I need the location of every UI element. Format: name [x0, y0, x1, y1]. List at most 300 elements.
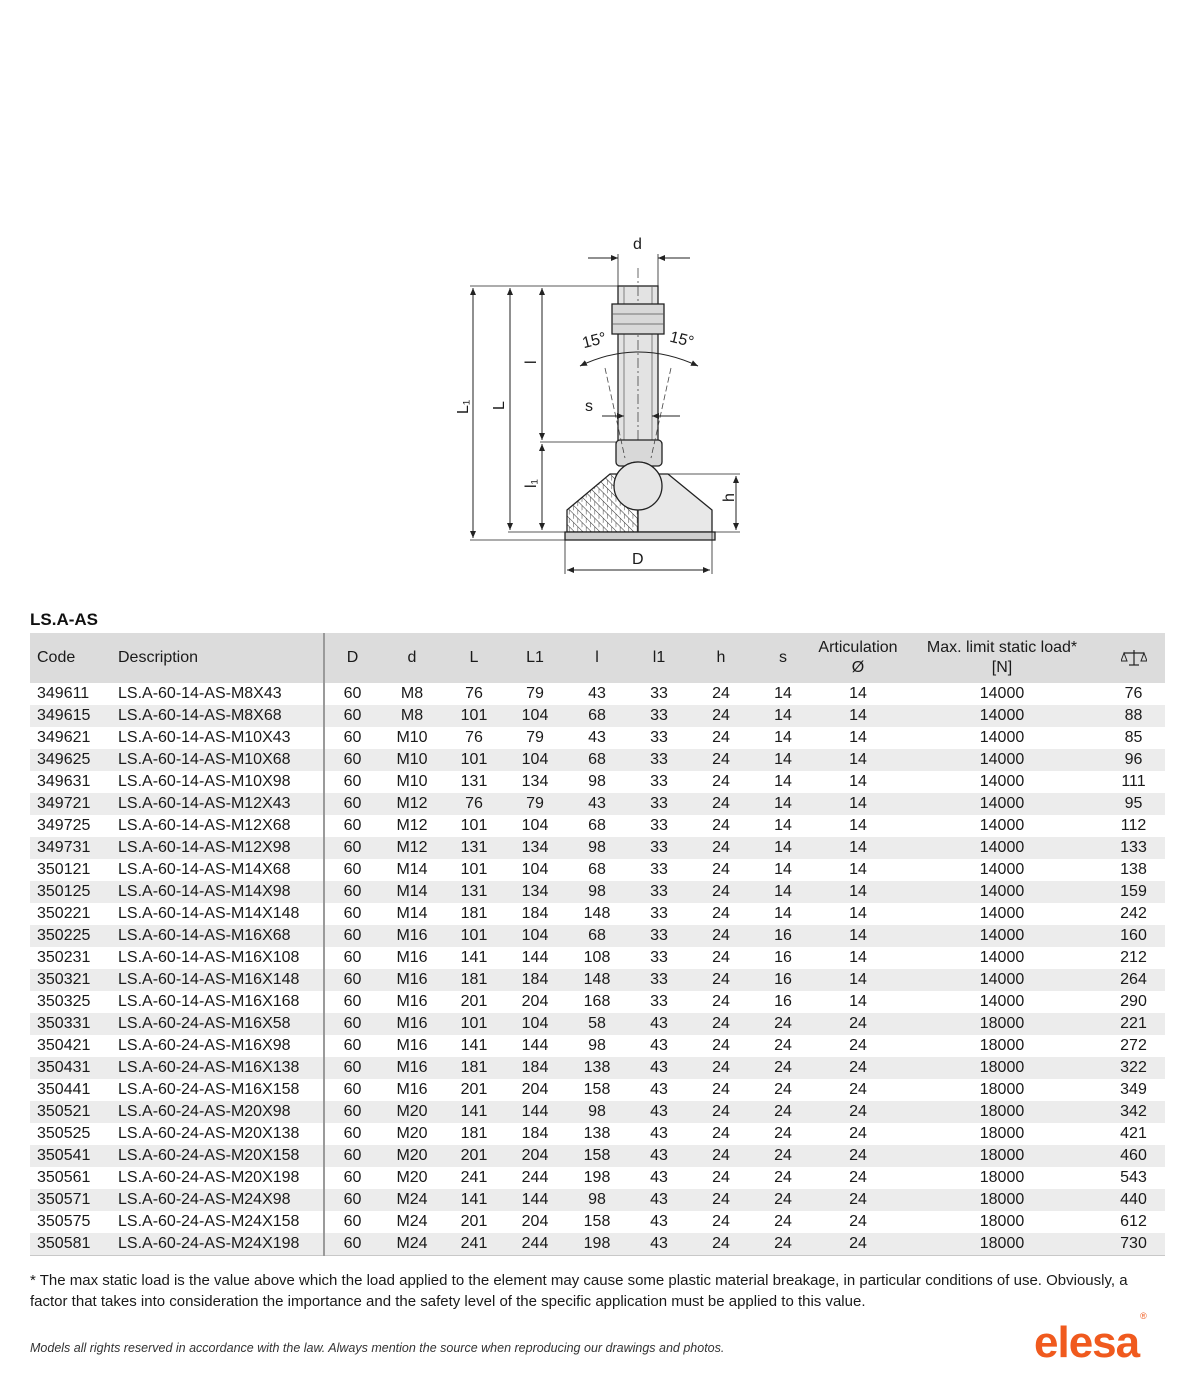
- cell-description: LS.A-60-14-AS-M12X68: [111, 815, 324, 837]
- cell-code: 349721: [30, 793, 111, 815]
- cell-h: 24: [712, 685, 730, 702]
- cell-max-load: 14000: [979, 949, 1025, 966]
- cell-weight: 322: [1102, 1057, 1165, 1079]
- table-row: [30, 991, 1165, 1013]
- cell-articulation: 24: [849, 1213, 867, 1230]
- cell-articulation: 14: [814, 837, 902, 859]
- col-articulation-line1: Articulation: [818, 639, 898, 656]
- cell-h: 24: [690, 1013, 752, 1035]
- cell-s: 14: [774, 773, 792, 790]
- cell-articulation: 14: [814, 749, 902, 771]
- cell-l: 98: [566, 1189, 628, 1211]
- cell-l1: 33: [628, 837, 690, 859]
- cell-max-load: 14000: [979, 993, 1025, 1010]
- table-row: [30, 749, 1165, 771]
- cell-code: 350321: [30, 969, 111, 991]
- cell-code: 350331: [30, 1013, 111, 1035]
- scale-icon: [1121, 649, 1147, 667]
- cell-L: 201: [460, 993, 488, 1010]
- cell-weight: 543: [1120, 1169, 1147, 1186]
- cell-s: 24: [774, 1037, 792, 1054]
- cell-L: 181: [460, 1125, 488, 1142]
- cell-h: 24: [712, 773, 730, 790]
- cell-description: LS.A-60-24-AS-M20X158: [111, 1145, 324, 1167]
- cell-D: 60: [343, 993, 362, 1010]
- cell-s: 14: [774, 685, 792, 702]
- top-nut: [612, 304, 664, 334]
- cell-max-load: 18000: [902, 1013, 1102, 1035]
- cell-L: 101: [460, 817, 488, 834]
- cell-D: 60: [324, 969, 380, 991]
- cell-max-load: 18000: [979, 1037, 1025, 1054]
- cell-weight: 76: [1124, 685, 1143, 702]
- cell-articulation: 24: [849, 1037, 867, 1054]
- cell-h: 24: [690, 1057, 752, 1079]
- logo-registered-mark: ®: [1140, 1311, 1146, 1322]
- cell-L1: 184: [504, 969, 566, 991]
- cell-weight: 221: [1102, 1013, 1165, 1035]
- cell-weight: 111: [1121, 773, 1146, 790]
- cell-D: 60: [343, 861, 362, 878]
- cell-weight: 95: [1102, 793, 1165, 815]
- dim-d-label: d: [633, 236, 642, 253]
- cell-L1: 244: [521, 1169, 549, 1186]
- cell-d: M20: [396, 1125, 428, 1142]
- cell-L: 76: [465, 685, 483, 702]
- cell-description: LS.A-60-14-AS-M8X68: [111, 705, 324, 727]
- cell-h: 24: [712, 1213, 730, 1230]
- cell-d: M24: [380, 1189, 444, 1211]
- cell-h: 24: [712, 1081, 730, 1098]
- cell-D: 60: [343, 773, 362, 790]
- cell-l: 148: [566, 969, 628, 991]
- cell-articulation: 14: [849, 817, 867, 834]
- cell-s: 24: [752, 1145, 814, 1167]
- cell-description: LS.A-60-24-AS-M20X198: [111, 1167, 324, 1189]
- cell-description: LS.A-60-14-AS-M10X68: [111, 749, 324, 771]
- dim-L-label: L: [491, 401, 508, 410]
- cell-l1: 33: [650, 949, 668, 966]
- cell-articulation: 14: [814, 793, 902, 815]
- cell-articulation: 14: [849, 729, 867, 746]
- col-max-load: [902, 633, 1102, 683]
- table-body: [30, 683, 1165, 1256]
- cell-max-load: 18000: [902, 1233, 1102, 1256]
- cell-d: M12: [380, 793, 444, 815]
- cell-l1: 43: [650, 1037, 668, 1054]
- cell-weight: 440: [1102, 1189, 1165, 1211]
- cell-h: 24: [712, 861, 730, 878]
- cell-l: 98: [566, 881, 628, 903]
- cell-l1: 33: [650, 685, 668, 702]
- cell-h: 24: [712, 817, 730, 834]
- table-row: [30, 1145, 1165, 1167]
- cell-s: 14: [774, 817, 792, 834]
- table-row: [30, 705, 1165, 727]
- cell-d: M14: [380, 881, 444, 903]
- cell-L1: 204: [521, 1213, 549, 1230]
- cell-h: 24: [712, 993, 730, 1010]
- cell-weight: 342: [1102, 1101, 1165, 1123]
- cell-D: 60: [324, 1145, 380, 1167]
- cell-code: 349625: [30, 749, 111, 771]
- cell-L: 201: [444, 1145, 504, 1167]
- cell-l1: 43: [650, 1081, 668, 1098]
- cell-code: 350225: [30, 925, 111, 947]
- cell-L: 141: [444, 1101, 504, 1123]
- cell-code: 349731: [30, 837, 111, 859]
- cell-D: 60: [324, 793, 380, 815]
- cell-d: M16: [396, 1081, 428, 1098]
- cell-weight: 138: [1120, 861, 1147, 878]
- cell-l: 158: [583, 1081, 611, 1098]
- cell-L1: 79: [526, 685, 544, 702]
- cell-l: 108: [583, 949, 611, 966]
- cell-d: M14: [396, 905, 428, 922]
- cell-l: 68: [566, 705, 628, 727]
- cell-s: 24: [752, 1101, 814, 1123]
- cell-max-load: 14000: [902, 749, 1102, 771]
- cell-max-load: 18000: [979, 1213, 1025, 1230]
- table-row: [30, 1101, 1165, 1123]
- cell-L1: 244: [504, 1233, 566, 1256]
- cell-s: 14: [752, 793, 814, 815]
- cell-s: 24: [752, 1057, 814, 1079]
- cell-code: 350441: [37, 1081, 91, 1098]
- cell-s: 14: [774, 905, 792, 922]
- cell-code: 350421: [37, 1037, 91, 1054]
- cell-s: 14: [774, 861, 792, 878]
- cell-max-load: 14000: [902, 837, 1102, 859]
- cell-weight: 112: [1120, 817, 1147, 834]
- cell-s: 14: [774, 729, 792, 746]
- cell-D: 60: [324, 837, 380, 859]
- cell-h: 24: [712, 1125, 730, 1142]
- cell-d: M10: [380, 749, 444, 771]
- cell-D: 60: [324, 1057, 380, 1079]
- cell-articulation: 14: [849, 993, 867, 1010]
- cell-l1: 33: [650, 773, 668, 790]
- col-l1: l1: [628, 633, 690, 683]
- cell-description: LS.A-60-24-AS-M20X138: [111, 1123, 324, 1145]
- cell-weight: 96: [1102, 749, 1165, 771]
- cell-articulation: 14: [814, 925, 902, 947]
- cell-L: 131: [444, 881, 504, 903]
- cell-L1: 79: [504, 793, 566, 815]
- cell-l: 198: [566, 1233, 628, 1256]
- cell-h: 24: [712, 949, 730, 966]
- cell-L: 201: [460, 1213, 488, 1230]
- cell-max-load: 14000: [902, 793, 1102, 815]
- cell-code: 350575: [37, 1213, 91, 1230]
- cell-l1: 43: [650, 1169, 668, 1186]
- cell-L: 101: [444, 705, 504, 727]
- cell-L1: 204: [521, 993, 549, 1010]
- cell-description: LS.A-60-24-AS-M16X58: [111, 1013, 324, 1035]
- cell-L1: 144: [521, 1037, 549, 1054]
- cell-l: 68: [566, 925, 628, 947]
- cell-D: 60: [324, 705, 380, 727]
- cell-L1: 204: [521, 1081, 549, 1098]
- cell-D: 60: [343, 1037, 362, 1054]
- cell-weight: 264: [1102, 969, 1165, 991]
- cell-description: LS.A-60-24-AS-M16X138: [111, 1057, 324, 1079]
- elesa-logo: [1034, 1311, 1146, 1368]
- table-row: [30, 683, 1165, 705]
- table-row: [30, 1123, 1165, 1145]
- product-title: LS.A-AS: [30, 610, 98, 629]
- technical-drawing: [440, 228, 760, 580]
- cell-l: 43: [566, 793, 628, 815]
- table-row: [30, 815, 1165, 837]
- cell-s: 16: [752, 925, 814, 947]
- cell-L1: 204: [504, 1145, 566, 1167]
- cell-l: 138: [566, 1057, 628, 1079]
- cell-l1: 33: [650, 861, 668, 878]
- table-row: [30, 771, 1165, 793]
- cell-code: 350581: [30, 1233, 111, 1256]
- spec-table: [30, 633, 1165, 1256]
- col-articulation: [814, 633, 902, 683]
- cell-h: 24: [690, 1189, 752, 1211]
- table-row: [30, 969, 1165, 991]
- cell-L1: 104: [504, 925, 566, 947]
- cell-articulation: 14: [814, 969, 902, 991]
- cell-L1: 134: [504, 837, 566, 859]
- cell-code: 350121: [37, 861, 91, 878]
- table-row: [30, 1035, 1165, 1057]
- cell-L1: 184: [521, 905, 549, 922]
- cell-l1: 33: [628, 881, 690, 903]
- cell-code: 350231: [37, 949, 91, 966]
- table-row: [30, 881, 1165, 903]
- dim-L1-label: L₁: [455, 399, 472, 414]
- cell-max-load: 14000: [902, 705, 1102, 727]
- cell-d: M20: [396, 1169, 428, 1186]
- logo-text: elesa: [1034, 1318, 1140, 1367]
- cell-code: 349725: [37, 817, 91, 834]
- cell-L1: 134: [504, 881, 566, 903]
- cell-code: 350431: [30, 1057, 111, 1079]
- cell-L: 141: [444, 1189, 504, 1211]
- cell-L1: 104: [504, 705, 566, 727]
- cell-L: 241: [460, 1169, 488, 1186]
- cell-d: M14: [396, 861, 428, 878]
- cell-max-load: 18000: [902, 1101, 1102, 1123]
- cell-d: M16: [396, 1037, 428, 1054]
- dim-D-label: D: [632, 551, 644, 568]
- cell-l: 198: [583, 1169, 611, 1186]
- cell-l: 58: [566, 1013, 628, 1035]
- cell-max-load: 14000: [979, 773, 1025, 790]
- col-s: s: [752, 633, 814, 683]
- cell-l1: 33: [628, 925, 690, 947]
- cell-l1: 33: [628, 749, 690, 771]
- cell-code: 349611: [37, 685, 90, 702]
- cell-l: 168: [583, 993, 611, 1010]
- dim-s-label: s: [585, 398, 593, 415]
- cell-L: 101: [444, 1013, 504, 1035]
- cell-d: M8: [380, 705, 444, 727]
- cell-l: 68: [588, 861, 606, 878]
- cell-s: 24: [774, 1081, 792, 1098]
- table-row: [30, 925, 1165, 947]
- cell-l: 43: [588, 729, 606, 746]
- cell-weight: 159: [1102, 881, 1165, 903]
- cell-D: 60: [343, 817, 362, 834]
- cell-articulation: 24: [814, 1013, 902, 1035]
- cell-L: 131: [460, 773, 488, 790]
- cell-d: M16: [380, 1013, 444, 1035]
- cell-L: 141: [460, 949, 488, 966]
- cell-L1: 134: [521, 773, 549, 790]
- cell-L1: 79: [526, 729, 544, 746]
- table-row: [30, 837, 1165, 859]
- cell-D: 60: [343, 1213, 362, 1230]
- cell-L: 101: [444, 925, 504, 947]
- cell-l1: 43: [628, 1101, 690, 1123]
- cell-D: 60: [324, 1233, 380, 1256]
- col-L: L: [444, 633, 504, 683]
- cell-description: LS.A-60-14-AS-M16X68: [111, 925, 324, 947]
- col-l: l: [566, 633, 628, 683]
- cell-code: 349631: [37, 773, 91, 790]
- cell-weight: 133: [1102, 837, 1165, 859]
- cell-D: 60: [343, 729, 362, 746]
- cell-L1: 104: [504, 1013, 566, 1035]
- cell-l1: 43: [650, 1213, 668, 1230]
- cell-l1: 33: [650, 993, 668, 1010]
- table-row: [30, 793, 1165, 815]
- table-row: [30, 1079, 1165, 1101]
- cell-s: 24: [774, 1213, 792, 1230]
- cell-h: 24: [690, 1145, 752, 1167]
- cell-code: 350325: [37, 993, 91, 1010]
- cell-h: 24: [712, 905, 730, 922]
- cell-L1: 104: [504, 749, 566, 771]
- table-row: [30, 1013, 1165, 1035]
- cell-s: 24: [752, 1189, 814, 1211]
- cell-s: 16: [774, 993, 792, 1010]
- cell-code: 350221: [37, 905, 91, 922]
- cell-L1: 184: [521, 1125, 549, 1142]
- cell-l: 158: [566, 1145, 628, 1167]
- cell-d: M8: [400, 685, 424, 702]
- table-header-row: [30, 633, 1165, 683]
- table-row: [30, 1057, 1165, 1079]
- cell-l1: 33: [628, 705, 690, 727]
- cell-max-load: 18000: [902, 1145, 1102, 1167]
- cell-max-load: 14000: [979, 817, 1025, 834]
- cell-max-load: 14000: [979, 905, 1025, 922]
- table-row: [30, 1167, 1165, 1189]
- cell-description: LS.A-60-24-AS-M24X198: [111, 1233, 324, 1256]
- col-D: D: [324, 633, 380, 683]
- cell-description: LS.A-60-14-AS-M12X98: [111, 837, 324, 859]
- cell-h: 24: [712, 1169, 730, 1186]
- cell-l1: 43: [628, 1189, 690, 1211]
- cell-L: 241: [444, 1233, 504, 1256]
- cell-articulation: 24: [814, 1233, 902, 1256]
- cell-D: 60: [343, 949, 362, 966]
- cell-h: 24: [690, 925, 752, 947]
- cell-max-load: 14000: [902, 881, 1102, 903]
- cell-code: 350541: [30, 1145, 111, 1167]
- cell-l: 68: [588, 817, 606, 834]
- cell-articulation: 14: [814, 705, 902, 727]
- dim-l1-label: l₁: [523, 479, 540, 488]
- cell-s: 14: [752, 749, 814, 771]
- col-h: h: [690, 633, 752, 683]
- cell-D: 60: [343, 1169, 362, 1186]
- cell-weight: 421: [1120, 1125, 1147, 1142]
- cell-d: M16: [380, 925, 444, 947]
- cell-l1: 33: [650, 729, 668, 746]
- cell-d: M16: [396, 993, 428, 1010]
- cell-h: 24: [712, 1037, 730, 1054]
- cell-articulation: 24: [849, 1125, 867, 1142]
- cell-articulation: 14: [849, 773, 867, 790]
- cell-description: LS.A-60-14-AS-M16X108: [111, 947, 324, 969]
- cell-articulation: 14: [849, 905, 867, 922]
- cell-weight: 290: [1120, 993, 1147, 1010]
- cell-max-load: 14000: [902, 969, 1102, 991]
- cell-l: 98: [566, 1101, 628, 1123]
- cell-d: M24: [396, 1213, 428, 1230]
- cell-D: 60: [343, 1081, 362, 1098]
- cell-max-load: 18000: [979, 1125, 1025, 1142]
- cell-L: 141: [460, 1037, 488, 1054]
- cell-L1: 184: [504, 1057, 566, 1079]
- cell-articulation: 24: [814, 1189, 902, 1211]
- cell-L: 76: [465, 729, 483, 746]
- cell-description: LS.A-60-14-AS-M14X148: [111, 903, 324, 925]
- cell-s: 24: [774, 1125, 792, 1142]
- cell-description: LS.A-60-24-AS-M20X98: [111, 1101, 324, 1123]
- cell-d: M20: [380, 1101, 444, 1123]
- cell-d: M10: [396, 729, 428, 746]
- table-row: [30, 1233, 1165, 1256]
- col-L1: L1: [504, 633, 566, 683]
- footnote: * The max static load is the value above which the load applied to the element may cause some plastic material breakage, in particular conditions of use. Obviously, a factor that takes into consideration the importance and the safety level of the specific application must be applied to this value.: [30, 1272, 1128, 1310]
- table-row: [30, 903, 1165, 925]
- cell-h: 24: [690, 793, 752, 815]
- table-row: [30, 947, 1165, 969]
- col-d: d: [380, 633, 444, 683]
- cell-articulation: 14: [814, 881, 902, 903]
- cell-articulation: 24: [849, 1169, 867, 1186]
- cell-l1: 43: [628, 1057, 690, 1079]
- cell-weight: 88: [1102, 705, 1165, 727]
- cell-s: 16: [752, 969, 814, 991]
- cell-weight: 460: [1102, 1145, 1165, 1167]
- cell-d: M24: [380, 1233, 444, 1256]
- cell-s: 24: [752, 1233, 814, 1256]
- cell-description: LS.A-60-14-AS-M16X168: [111, 991, 324, 1013]
- cell-l: 68: [566, 749, 628, 771]
- dim-l-label: l: [523, 360, 540, 364]
- cell-weight: 160: [1102, 925, 1165, 947]
- cell-h: 24: [690, 837, 752, 859]
- cell-L: 201: [460, 1081, 488, 1098]
- cell-L: 76: [444, 793, 504, 815]
- cell-l1: 43: [628, 1145, 690, 1167]
- cell-l1: 43: [628, 1233, 690, 1256]
- angle-left-label: 15°: [580, 329, 609, 353]
- cell-max-load: 18000: [979, 1081, 1025, 1098]
- cell-L: 181: [444, 1057, 504, 1079]
- cell-l1: 33: [650, 905, 668, 922]
